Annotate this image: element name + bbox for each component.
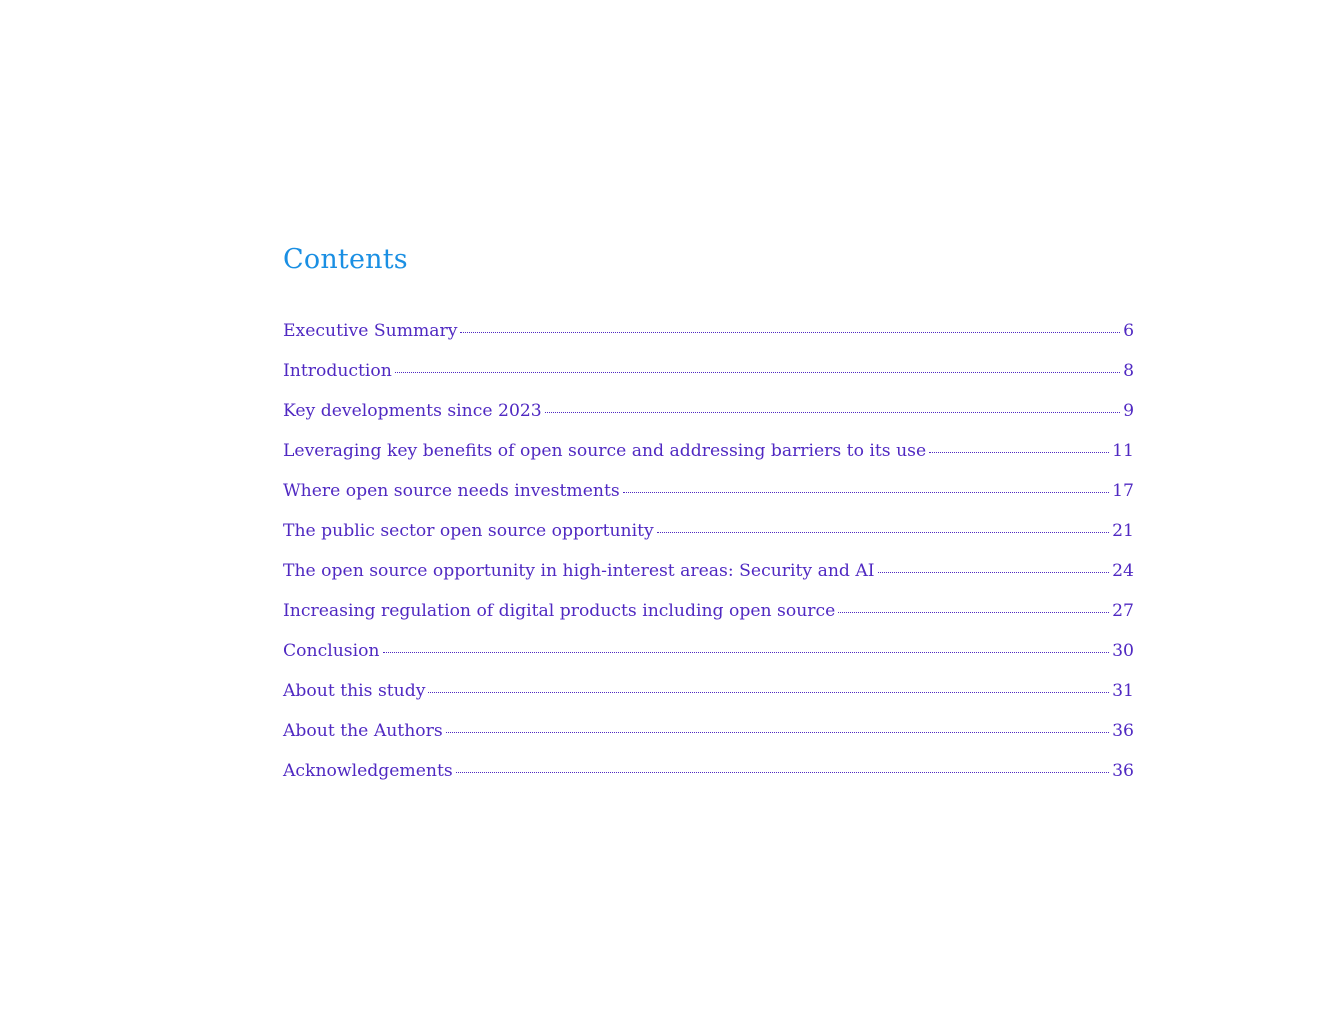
toc-entry-label: The public sector open source opportunity bbox=[283, 521, 654, 541]
dot-leader bbox=[456, 771, 1109, 773]
toc-entry-leveraging-benefits[interactable] bbox=[283, 431, 1134, 471]
toc-entry-label: Increasing regulation of digital products including open source bbox=[283, 601, 836, 621]
toc-entry-about-the-authors[interactable] bbox=[283, 711, 1134, 751]
toc-list bbox=[283, 311, 1134, 791]
dot-leader bbox=[929, 451, 1109, 453]
toc-entry-label: About the Authors bbox=[283, 721, 443, 741]
toc-entry-label: Acknowledgements bbox=[283, 761, 453, 781]
toc-entry-page-number: 6 bbox=[1123, 321, 1134, 341]
toc-entry-page-number: 36 bbox=[1112, 761, 1134, 781]
toc-entry-page-number: 27 bbox=[1112, 601, 1134, 621]
toc-entry-executive-summary[interactable] bbox=[283, 311, 1134, 351]
toc-entry-label: Introduction bbox=[283, 361, 392, 381]
dot-leader bbox=[395, 371, 1120, 373]
page-title: Contents bbox=[283, 244, 408, 275]
toc-entry-page-number: 11 bbox=[1112, 441, 1134, 461]
dot-leader bbox=[446, 731, 1109, 733]
toc-entry-label: Leveraging key benefits of open source and addressing barriers to its use bbox=[283, 441, 927, 461]
toc-entry-regulation[interactable] bbox=[283, 591, 1134, 631]
dot-leader bbox=[460, 331, 1120, 333]
toc-entry-page-number: 9 bbox=[1123, 401, 1134, 421]
toc-entry-acknowledgements[interactable] bbox=[283, 751, 1134, 791]
toc-entry-key-developments[interactable] bbox=[283, 391, 1134, 431]
dot-leader bbox=[657, 531, 1109, 533]
toc-entry-security-and-ai[interactable] bbox=[283, 551, 1134, 591]
dot-leader bbox=[428, 691, 1109, 693]
dot-leader bbox=[383, 651, 1110, 653]
dot-leader bbox=[623, 491, 1109, 493]
toc-entry-label: The open source opportunity in high-interest areas: Security and AI bbox=[283, 561, 875, 581]
dot-leader bbox=[878, 571, 1110, 573]
toc-entry-label: About this study bbox=[283, 681, 426, 701]
toc-entry-public-sector[interactable] bbox=[283, 511, 1134, 551]
toc-entry-investments[interactable] bbox=[283, 471, 1134, 511]
dot-leader bbox=[838, 611, 1109, 613]
toc-entry-page-number: 21 bbox=[1112, 521, 1134, 541]
toc-entry-page-number: 31 bbox=[1112, 681, 1134, 701]
toc-entry-label: Conclusion bbox=[283, 641, 380, 661]
toc-entry-page-number: 8 bbox=[1123, 361, 1134, 381]
toc-entry-page-number: 17 bbox=[1112, 481, 1134, 501]
toc-entry-label: Executive Summary bbox=[283, 321, 458, 341]
toc-entry-introduction[interactable] bbox=[283, 351, 1134, 391]
toc-entry-about-this-study[interactable] bbox=[283, 671, 1134, 711]
toc-entry-label: Key developments since 2023 bbox=[283, 401, 542, 421]
toc-entry-page-number: 30 bbox=[1112, 641, 1134, 661]
toc-entry-page-number: 24 bbox=[1112, 561, 1134, 581]
toc-entry-page-number: 36 bbox=[1112, 721, 1134, 741]
contents-page bbox=[283, 238, 1134, 791]
toc-entry-label: Where open source needs investments bbox=[283, 481, 620, 501]
toc-entry-conclusion[interactable] bbox=[283, 631, 1134, 671]
dot-leader bbox=[545, 411, 1120, 413]
